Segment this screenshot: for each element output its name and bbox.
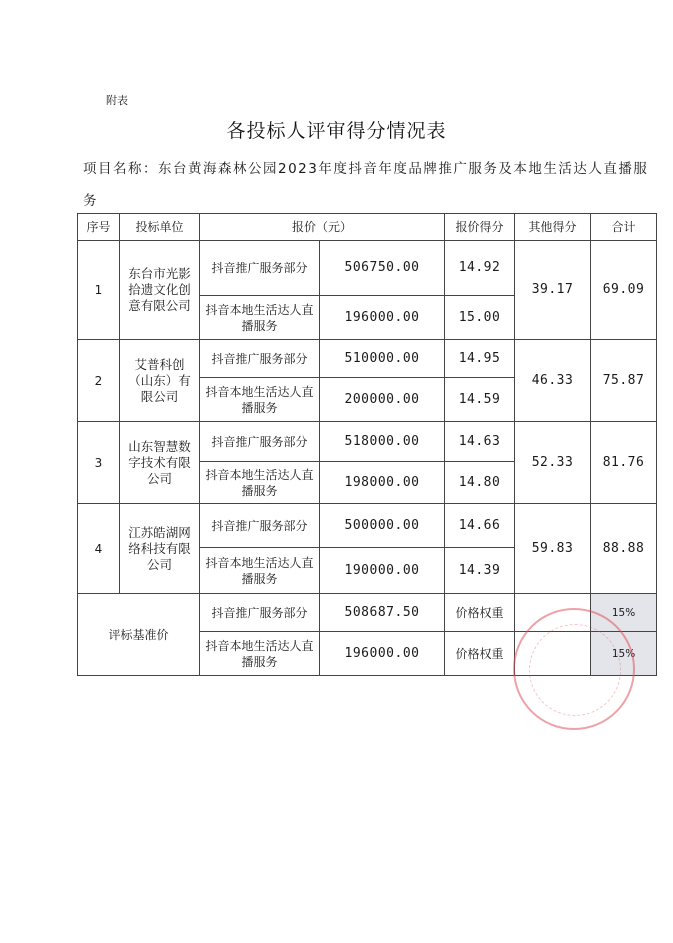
header-other-score: 其他得分 (515, 214, 591, 241)
bidder-cell: 东台市光影拾遗文化创意有限公司 (120, 241, 200, 340)
score-table (77, 213, 657, 676)
price-cell: 518000.00 (320, 422, 445, 462)
service-cell: 抖音本地生活达人直播服务 (200, 632, 320, 676)
table-row (78, 422, 657, 462)
weight-value-cell: 15% (591, 594, 657, 632)
price-score-cell: 14.59 (445, 378, 515, 422)
service-cell: 抖音推广服务部分 (200, 241, 320, 296)
price-cell: 196000.00 (320, 296, 445, 340)
seq-cell: 4 (78, 504, 120, 594)
price-score-cell: 14.95 (445, 340, 515, 378)
other-score-cell: 39.17 (515, 241, 591, 340)
benchmark-price-cell: 508687.50 (320, 594, 445, 632)
service-cell: 抖音推广服务部分 (200, 340, 320, 378)
header-total: 合计 (591, 214, 657, 241)
benchmark-price-cell: 196000.00 (320, 632, 445, 676)
project-name: 项目名称：东台黄海森林公园2023年度抖音年度品牌推广服务及本地生活达人直播服务 (83, 161, 649, 209)
total-cell: 88.88 (591, 504, 657, 594)
service-cell: 抖音推广服务部分 (200, 594, 320, 632)
price-cell: 198000.00 (320, 462, 445, 504)
price-cell: 200000.00 (320, 378, 445, 422)
seq-cell: 1 (78, 241, 120, 340)
official-seal (513, 608, 635, 730)
bidder-cell: 艾普科创（山东）有限公司 (120, 340, 200, 422)
service-cell: 抖音本地生活达人直播服务 (200, 378, 320, 422)
price-cell: 190000.00 (320, 548, 445, 594)
price-cell: 510000.00 (320, 340, 445, 378)
service-cell: 抖音本地生活达人直播服务 (200, 296, 320, 340)
seq-cell: 2 (78, 340, 120, 422)
benchmark-label: 评标基准价 (78, 594, 200, 676)
price-cell: 500000.00 (320, 504, 445, 548)
weight-label-cell: 价格权重 (445, 594, 515, 632)
weight-value-cell: 15% (591, 632, 657, 676)
price-score-cell: 14.80 (445, 462, 515, 504)
total-cell: 69.09 (591, 241, 657, 340)
page-title: 各投标人评审得分情况表 (226, 120, 447, 142)
header-price: 报价（元） (200, 214, 445, 241)
weight-label-cell: 价格权重 (445, 632, 515, 676)
seq-cell: 3 (78, 422, 120, 504)
price-cell: 506750.00 (320, 241, 445, 296)
price-score-cell: 14.39 (445, 548, 515, 594)
service-cell: 抖音推广服务部分 (200, 422, 320, 462)
total-cell: 75.87 (591, 340, 657, 422)
price-score-cell: 14.92 (445, 241, 515, 296)
table-row (78, 340, 657, 378)
bidder-cell: 江苏皓湖网络科技有限公司 (120, 504, 200, 594)
table-row (78, 504, 657, 548)
bidder-cell: 山东智慧数字技术有限公司 (120, 422, 200, 504)
other-score-cell: 52.33 (515, 422, 591, 504)
service-cell: 抖音本地生活达人直播服务 (200, 462, 320, 504)
service-cell: 抖音本地生活达人直播服务 (200, 548, 320, 594)
price-score-cell: 15.00 (445, 296, 515, 340)
header-seq: 序号 (78, 214, 120, 241)
service-cell: 抖音推广服务部分 (200, 504, 320, 548)
other-score-cell: 46.33 (515, 340, 591, 422)
table-header-row (78, 214, 657, 241)
seal-inner-ring (529, 624, 621, 716)
other-score-cell: 59.83 (515, 504, 591, 594)
appendix-label: 附表 (106, 94, 128, 107)
price-score-cell: 14.63 (445, 422, 515, 462)
header-price-score: 报价得分 (445, 214, 515, 241)
table-row (78, 241, 657, 296)
price-score-cell: 14.66 (445, 504, 515, 548)
total-cell: 81.76 (591, 422, 657, 504)
header-bidder: 投标单位 (120, 214, 200, 241)
